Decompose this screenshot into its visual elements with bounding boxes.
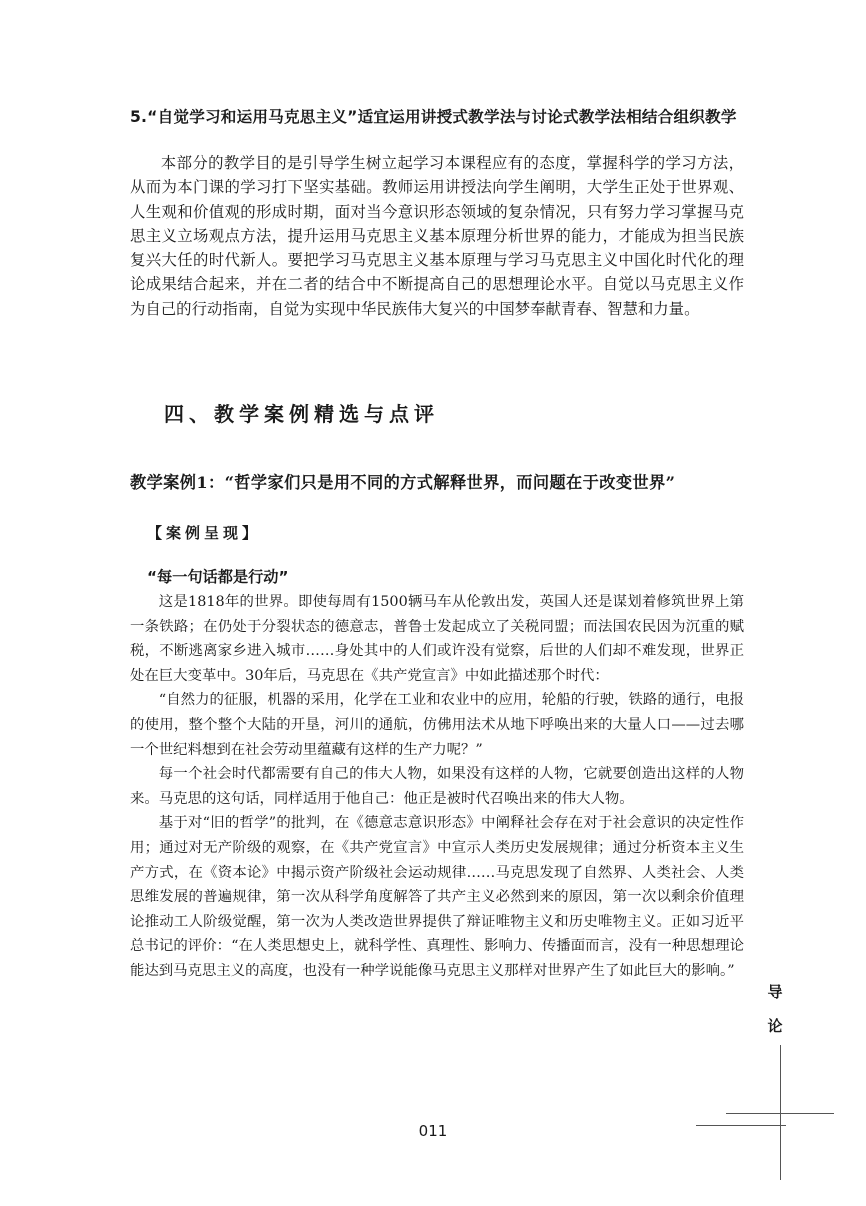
- crop-mark-horizontal-1: [726, 1113, 834, 1114]
- case-paragraph-1: 这是1818年的世界。即使每周有1500辆马车从伦敦出发，英国人还是谋划着修筑世界上第一条铁路；在仍处于分裂状态的德意志，普鲁士发起成立了关税同盟；而法国农民因为沉重的赋税，不断逃离家乡进入城市……身处其中的人们或许没有觉察，后世的人们却不难发现，世界正处在巨大变革中。30年后，马克思在《共产党宣言》中如此描述那个时代：: [130, 594, 744, 684]
- side-label-char-2: 论: [767, 1017, 783, 1035]
- case-1-title: 教学案例1：“哲学家们只是用不同的方式解释世界，而问题在于改变世界”: [130, 473, 676, 492]
- case-presentation-label: 【案例呈现】: [147, 524, 262, 542]
- quote-heading: “每一句话都是行动”: [147, 568, 289, 586]
- section-5-heading: 5.“自觉学习和运用马克思主义”适宜运用讲授式教学法与讨论式教学法相结合组织教学: [130, 108, 737, 126]
- case-body: [130, 590, 744, 984]
- section-4-title: 四、教学案例精选与点评: [164, 402, 439, 426]
- page-number: 011: [418, 1122, 448, 1140]
- case-paragraph-3: 每一个社会时代都需要有自己的伟大人物，如果没有这样的人物，它就要创造出这样的人物来。马克思的这句话，同样适用于他自己：他正是被时代召唤出来的伟大人物。: [130, 766, 744, 807]
- section-5-paragraph: 本部分的教学目的是引导学生树立起学习本课程应有的态度，掌握科学的学习方法，从而为本门课的学习打下坚实基础。教师运用讲授法向学生阐明，大学生正处于世界观、人生观和价值观的形成时期，面对当今意识形态领域的复杂情况，只有努力学习掌握马克思主义立场观点方法，提升运用马克思主义基本原理分析世界的能力，才能成为担当民族复兴大任的时代新人。要把学习马克思主义基本原理与学习马克思主义中国化时代化的理论成果结合起来，并在二者的结合中不断提高自己的思想理论水平。自觉以马克思主义作为自己的行动指南，自觉为实现中华民族伟大复兴的中国梦奉献青春、智慧和力量。: [130, 154, 744, 318]
- case-paragraph-4: 基于对“旧的哲学”的批判，在《德意志意识形态》中阐释社会存在对于社会意识的决定性作用；通过对无产阶级的观察，在《共产党宣言》中宣示人类历史发展规律；通过分析资本主义生产方式，在《资本论》中揭示资产阶级社会运动规律……马克思发现了自然界、人类社会、人类思维发展的普遍规律，第一次从科学角度解答了共产主义必然到来的原因，第一次以剩余价值理论推动工人阶级觉醒，第一次为人类改造世界提供了辩证唯物主义和历史唯物主义。正如习近平总书记的评价：“在人类思想史上，就科学性、真理性、影响力、传播面而言，没有一种思想理论能达到马克思主义的高度，也没有一种学说能像马克思主义那样对世界产生了如此巨大的影响。”: [130, 815, 744, 979]
- case-paragraph-2: “自然力的征服，机器的采用，化学在工业和农业中的应用，轮船的行驶，铁路的通行，电报的使用，整个整个大陆的开垦，河川的通航，仿佛用法术从地下呼唤出来的大量人口——过去哪一个世纪料想到在社会劳动里蕴藏有这样的生产力呢？”: [130, 692, 744, 758]
- side-label-char-1: 导: [767, 983, 783, 1001]
